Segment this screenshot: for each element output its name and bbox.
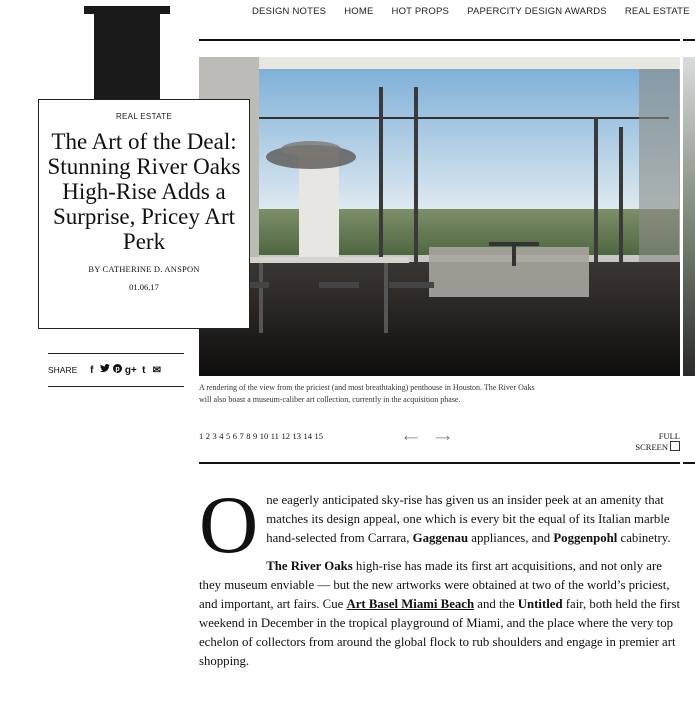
nav-papercity-design-awards[interactable]: PAPERCITY DESIGN AWARDS: [467, 6, 607, 17]
penthouse-rendering: [199, 57, 680, 376]
article-title: The Art of the Deal: Stunning River Oaks High-Rise Adds a Surprise, Pricey Art Perk: [47, 129, 241, 254]
nav-home[interactable]: HOME: [344, 6, 374, 17]
the-river-oaks: The River Oaks: [266, 559, 353, 573]
drop-cap: O: [199, 479, 259, 570]
top-divider: [199, 39, 680, 41]
gallery-page[interactable]: 13: [292, 431, 301, 441]
next-arrow-icon[interactable]: ⟶: [435, 433, 450, 444]
top-nav: [252, 6, 695, 17]
nav-design-notes[interactable]: DESIGN NOTES: [252, 6, 327, 17]
article-byline[interactable]: BY CATHERINE D. ANSPON: [88, 264, 200, 274]
article-category[interactable]: REAL ESTATE: [115, 112, 173, 121]
gallery-page[interactable]: 8: [246, 431, 251, 441]
article-paragraph-2: [199, 557, 686, 671]
full-screen-button[interactable]: [628, 431, 680, 452]
share-bar: [48, 353, 184, 387]
image-caption: A rendering of the view from the priciest (and most breathtaking) penthouse in Houston. The River Oaks will also boast a museum-caliber art collection, currently in the acquisition phase.: [199, 383, 535, 404]
facebook-icon[interactable]: f: [90, 364, 94, 376]
google-plus-icon[interactable]: g+: [124, 364, 137, 376]
twitter-icon[interactable]: [98, 364, 111, 376]
email-icon[interactable]: ✉: [152, 364, 161, 376]
paragraph-text: and the: [474, 597, 518, 611]
full-screen-label-line1: FULL: [658, 431, 680, 441]
gallery-page[interactable]: 5: [226, 431, 231, 441]
paragraph-text: high-rise has made its first art acquisitions, and not only are they museum enviable — but the new artworks were obtained at two of the world’s priciest, and important, art fairs. Cue: [199, 559, 670, 611]
gallery-page[interactable]: 3: [212, 431, 217, 441]
fullscreen-icon: [670, 441, 680, 451]
gallery-pagination: [199, 431, 325, 441]
gallery-page[interactable]: 11: [270, 431, 279, 441]
article-body: [199, 479, 686, 680]
svg-text:p: p: [115, 366, 120, 373]
brand-poggenpohl: Poggenpohl: [553, 531, 618, 545]
gallery-page[interactable]: 6: [232, 431, 237, 441]
gallery-page[interactable]: 1: [199, 431, 204, 441]
tumblr-icon[interactable]: t: [142, 364, 146, 376]
art-basel-link[interactable]: Art Basel Miami Beach: [346, 597, 475, 611]
gallery-page[interactable]: 4: [219, 431, 224, 441]
paragraph-text: appliances, and: [468, 531, 554, 545]
paragraph-text: fair, both held the first weekend in December in the tropical playground of Miami, and the place where the very top echelon of collectors from around the global flock to rub shoulders and engage in premier art shopping.: [199, 597, 681, 668]
gallery-arrows: [404, 433, 464, 444]
article-date: 01.06.17: [129, 282, 159, 292]
mid-divider: [199, 462, 680, 464]
full-screen-label-line2: SCREEN: [635, 442, 668, 452]
gallery-page[interactable]: 12: [281, 431, 290, 441]
gallery-page[interactable]: 9: [253, 431, 258, 441]
nav-hot-props[interactable]: HOT PROPS: [391, 6, 450, 17]
next-gallery-image-peek[interactable]: [683, 57, 695, 376]
gallery-page[interactable]: 15: [314, 431, 323, 441]
prev-arrow-icon[interactable]: ⟵: [404, 433, 419, 444]
share-label: SHARE: [48, 365, 78, 375]
article-header-card: [38, 99, 250, 329]
gallery-image[interactable]: [199, 57, 680, 376]
gallery-page[interactable]: 7: [239, 431, 244, 441]
side-divider-top: [683, 39, 695, 41]
paragraph-text: cabinetry.: [617, 531, 671, 545]
gallery-page[interactable]: 14: [303, 431, 312, 441]
brand-gaggenau: Gaggenau: [412, 531, 469, 545]
gallery-page[interactable]: 10: [259, 431, 269, 441]
paragraph-text: ne eagerly anticipated sky-rise has given us an insider peek at an amenity that matches its design appeal, one which is every bit the equal of its Italian marble hand-selected from Carrara,: [266, 493, 670, 545]
untitled-fair: Untitled: [517, 597, 563, 611]
gallery-page[interactable]: 2: [205, 431, 210, 441]
side-divider-mid: [683, 462, 695, 464]
nav-real-estate[interactable]: REAL ESTATE: [624, 6, 690, 17]
pinterest-icon[interactable]: [111, 364, 124, 376]
